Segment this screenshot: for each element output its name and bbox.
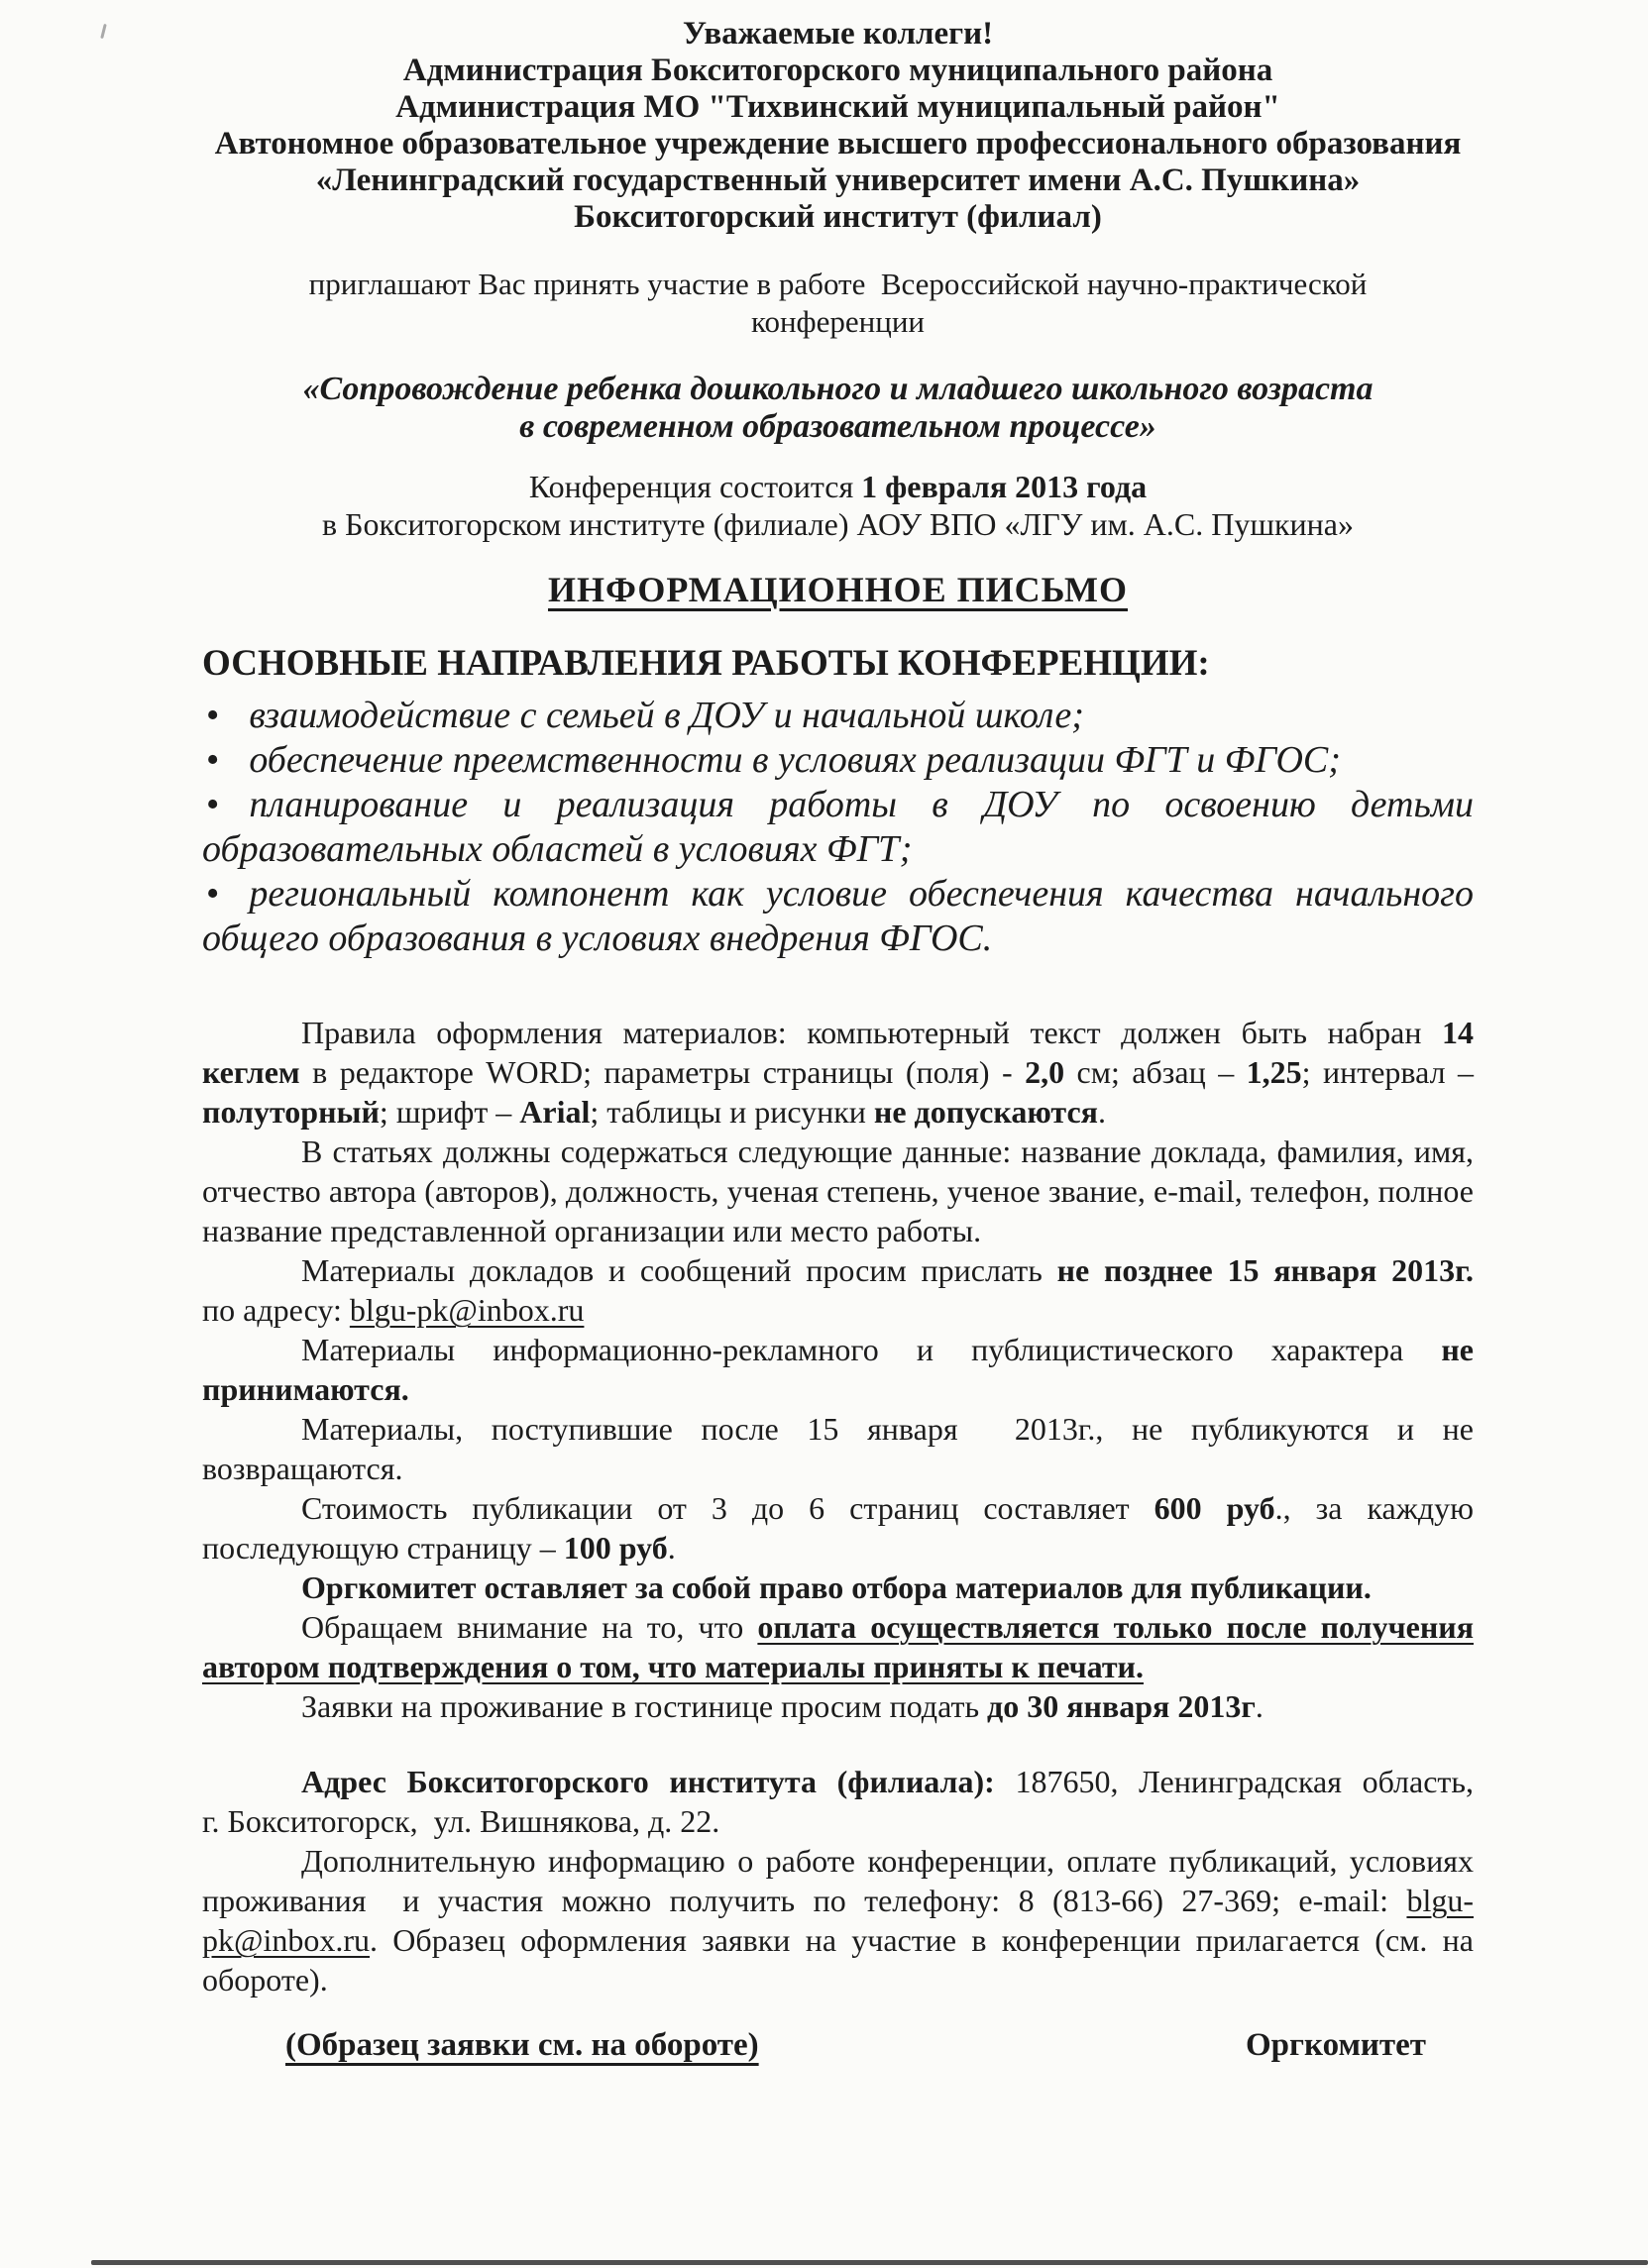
directions-list [202, 694, 1474, 961]
para-selection-right: Оргкомитет оставляет за собой право отбора материалов для публикации. [301, 1569, 1372, 1605]
para-formatting-rules: Правила оформления материалов: компьютерный текст должен быть набран 14 кеглем в редакторе WORD; параметры страницы (поля) - 2,0 см; абзац – 1,25; интервал – полуторный; шрифт – Arial; таблицы и рисунки не допускаются. [202, 1015, 1474, 1130]
sample-application-note: (Образец заявки см. на обороте) [285, 2027, 759, 2063]
para-late-materials: Материалы, поступившие после 15 января 2013г., не публикуются и не возвращаются. [202, 1411, 1474, 1486]
list-item [202, 783, 1474, 872]
info-letter-heading: ИНФОРМАЦИОННОЕ ПИСЬМО [547, 570, 1128, 609]
para-submission-deadline: Материалы докладов и сообщений просим прислать не позднее 15 января 2013г. по адресу: blgu-pk@inbox.ru [202, 1252, 1475, 1328]
invitation-line: конференции [750, 304, 926, 339]
org-line-university: «Ленинградский государственный университет имени А.С. Пушкина» [315, 162, 1361, 198]
list-item-text: обеспечение преемственности в условиях реализации ФГТ и ФГОС; [249, 739, 1341, 781]
list-item [202, 738, 1474, 783]
conference-title-line: в современном образовательном процессе» [519, 408, 1156, 445]
para-publication-cost: Стоимость публикации от 3 до 6 страниц составляет 600 руб., за каждую последующую страницу – 100 руб. [202, 1490, 1475, 1566]
para-article-data: В статьях должны содержаться следующие данные: название доклада, фамилия, имя, отчество автора (авторов), должность, ученая степень, ученое звание, e-mail, телефон, полное название представленной организации или место работы. [202, 1134, 1474, 1248]
para-additional-info: Дополнительную информацию о работе конференции, оплате публикаций, условиях проживания и участия можно получить по телефону: 8 (813-66) 27-369; e-mail: blgu-pk@inbox.ru. Образец оформления заявки на участие в конференции прилагается (см. на обороте). [202, 1843, 1474, 1998]
conference-venue-line: в Бокситогорском институте (филиале) АОУ ВПО «ЛГУ им. А.С. Пушкина» [322, 506, 1354, 542]
letter-body [202, 1013, 1474, 1999]
list-item [202, 872, 1474, 961]
org-line-boksitogorsk-admin: Администрация Бокситогорского муниципального района [402, 53, 1273, 88]
conference-date-line: Конференция состоится 1 февраля 2013 года [528, 469, 1148, 504]
org-line-branch: Бокситогорский институт (филиал) [574, 199, 1102, 235]
para-institute-address: Адрес Бокситогорского института (филиала): 187650, Ленинградская область, г. Бокситогорск, ул. Вишнякова, д. 22. [202, 1764, 1474, 1839]
scan-edge-artifact [91, 2260, 1648, 2265]
footer-row [0, 2027, 1648, 2064]
document-header [202, 16, 1474, 236]
org-line-tikhvin-admin: Администрация МО "Тихвинский муниципальный район" [395, 89, 1280, 125]
list-item-text: взаимодействие с семьей в ДОУ и начальной школе; [249, 695, 1084, 736]
list-item-text: региональный компонент как условие обеспечения качества начального общего образования в условиях внедрения ФГОС. [202, 873, 1474, 959]
salutation-line: Уважаемые коллеги! [682, 16, 994, 52]
conference-date-block [202, 468, 1474, 543]
bullet-icon: • [206, 873, 220, 915]
para-payment-condition: Обращаем внимание на то, что оплата осуществляется только после получения автором подтверждения о том, что материалы приняты к печати. [202, 1609, 1475, 1684]
orgcommittee-signature: Оргкомитет [1245, 2027, 1426, 2063]
bullet-icon: • [206, 739, 220, 781]
para-hotel-request: Заявки на проживание в гостинице просим подать до 30 января 2013г. [301, 1688, 1263, 1724]
bullet-icon: • [206, 695, 220, 736]
list-item-text: планирование и реализация работы в ДОУ по освоению детьми образовательных областей в условиях ФГТ; [202, 784, 1474, 870]
conference-title [202, 371, 1474, 446]
list-item [202, 694, 1474, 738]
invitation-line: приглашают Вас принять участие в работе Всероссийской научно-практической [308, 267, 1368, 301]
bullet-icon: • [206, 784, 220, 825]
para-ad-materials: Материалы информационно-рекламного и публицистического характера не принимаются. [202, 1332, 1474, 1407]
org-line-institution-type: Автономное образовательное учреждение высшего профессионального образования [214, 126, 1462, 162]
invitation-text [202, 266, 1474, 341]
conference-title-line: «Сопровождение ребенка дошкольного и младшего школьного возраста [302, 371, 1373, 407]
directions-heading: ОСНОВНЫЕ НАПРАВЛЕНИЯ РАБОТЫ КОНФЕРЕНЦИИ: [202, 643, 1210, 684]
